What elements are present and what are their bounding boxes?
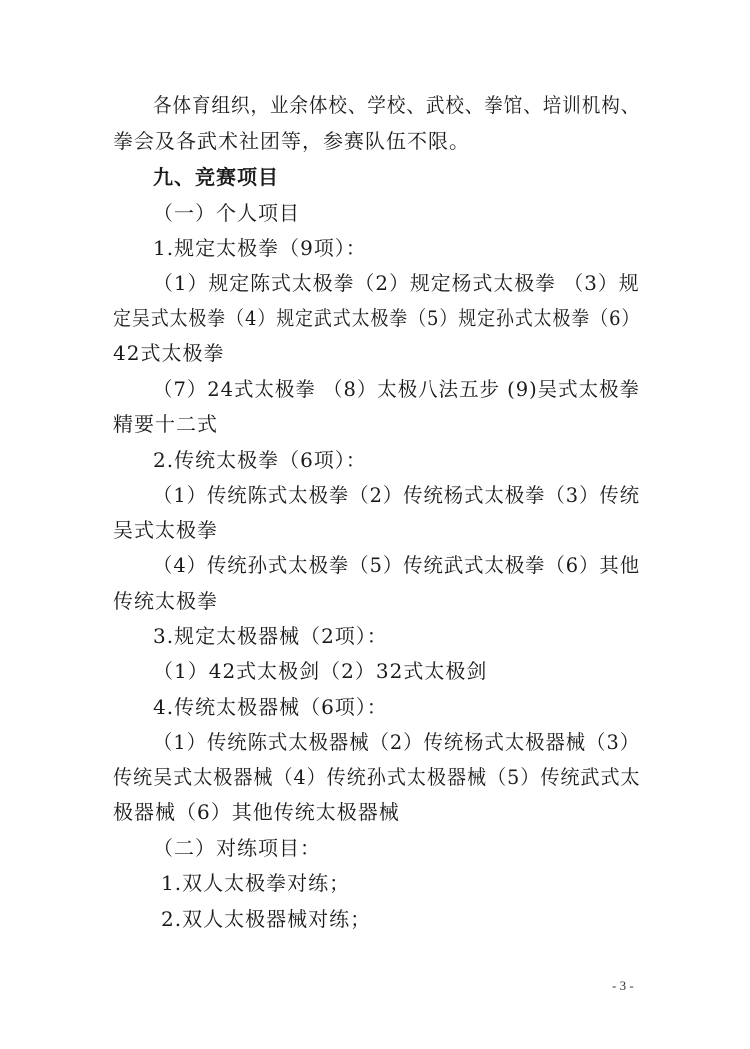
body-line-6: （1）规定陈式太极拳（2）规定杨式太极拳 （3）规 [153, 271, 640, 295]
body-line-9: （7）24式太极拳 （8）太极八法五步 (9)吴式太极拳 [153, 377, 640, 401]
body-line-8: 42式太极拳 [113, 341, 225, 365]
item-heading-3: 3.规定太极器械（2项）： [153, 624, 388, 648]
body-line-13: 吴式太极拳 [113, 518, 218, 542]
body-line-12: （1）传统陈式太极拳（2）传统杨式太极拳（3）传统 [153, 483, 641, 507]
subsection-heading-pairs: （二）对练项目： [153, 836, 321, 860]
body-line-20: 传统吴式太极器械（4）传统孙式太极器械（5）传统武式太 [113, 765, 641, 789]
page-number: - 3 - [612, 978, 634, 993]
section-heading: 九、竞赛项目 [153, 165, 279, 189]
item-heading-4: 4.传统太极器械（6项）： [153, 695, 388, 719]
body-line-17: （1）42式太极剑（2）32式太极剑 [153, 659, 488, 683]
item-heading-1: 1.规定太极拳（9项）： [153, 236, 367, 260]
body-line-10: 精要十二式 [113, 412, 218, 436]
subsection-heading-individual: （一）个人项目 [153, 201, 300, 225]
body-line-1: 各体育组织，业余体校、学校、武校、拳馆、培训机构、 [153, 93, 641, 117]
body-line-15: 传统太极拳 [113, 589, 218, 613]
body-line-7: 定吴式太极拳（4）规定武式太极拳（5）规定孙式太极拳（6） [113, 306, 641, 330]
body-line-14: （4）传统孙式太极拳（5）传统武式太极拳（6）其他 [153, 553, 641, 577]
body-line-21: 极器械（6）其他传统太极器械 [113, 800, 400, 824]
body-line-19: （1）传统陈式太极器械（2）传统杨式太极器械（3） [153, 730, 641, 754]
item-heading-2: 2.传统太极拳（6项）： [153, 448, 367, 472]
body-line-2: 拳会及各武术社团等，参赛队伍不限。 [113, 129, 470, 153]
pairs-item-2: 2.双人太极器械对练； [161, 907, 372, 931]
pairs-item-1: 1.双人太极拳对练； [161, 871, 351, 895]
